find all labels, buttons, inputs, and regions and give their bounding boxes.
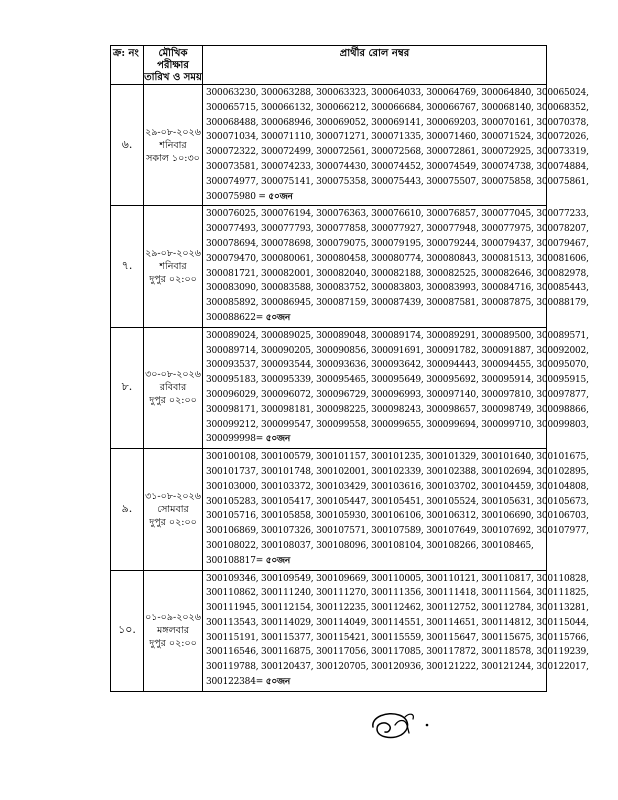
roll-line: 300110862, 300111240, 300111270, 300111356, 300111418, 300111564, 300111825, xyxy=(206,588,589,599)
roll-line: 300103000, 300103372, 300103429, 300103616, 300103702, 300104459, 300104808, xyxy=(206,481,589,492)
last-roll-number: 300088622= xyxy=(206,312,266,323)
roll-line: 300071034, 300071110, 300071271, 300071335, 300071460, 300071524, 300072026, xyxy=(206,132,589,143)
roll-line: 300081721, 300082001, 300082040, 300082188, 300082525, 300082646, 300082978, xyxy=(206,268,589,279)
roll-line: 300068488, 300068946, 300069052, 300069141, 300069203, 300070161, 300070378, xyxy=(206,117,589,128)
candidate-total: ৫০জন xyxy=(265,434,291,445)
row-day: শনিবার xyxy=(159,261,187,273)
last-roll-number: 300122384= xyxy=(206,677,266,688)
table-row xyxy=(111,570,547,691)
row-serial: ৭. xyxy=(111,206,144,327)
row-time: দুপুর ০২:০০ xyxy=(149,395,197,407)
roll-line: 300089024, 300089025, 300089048, 300089174, 300089291, 300089500, 300089571, xyxy=(206,330,589,341)
row-roll-numbers xyxy=(203,327,589,448)
signature-mark xyxy=(365,705,435,745)
row-serial: ৬. xyxy=(111,85,144,206)
roll-line: 300119788, 300120437, 300120705, 300120936, 300121222, 300121244, 300122017, xyxy=(206,662,589,673)
row-roll-numbers xyxy=(203,206,589,327)
row-day: রবিবার xyxy=(159,382,187,394)
row-serial: ৮. xyxy=(111,327,144,448)
roll-line: 300083090, 300083588, 300083752, 300083803, 300083993, 300084716, 300085443, xyxy=(206,283,589,294)
header-serial: ক্র: নং xyxy=(111,46,144,85)
roll-line: 300096029, 300096072, 300096729, 300096993, 300097140, 300097810, 300097877, xyxy=(206,389,589,400)
roll-line: 300106869, 300107326, 300107571, 300107589, 300107649, 300107692, 300107977, xyxy=(206,526,589,537)
row-day: সোমবার xyxy=(157,503,189,515)
row-date-time xyxy=(144,206,203,327)
table-row xyxy=(111,449,547,570)
candidate-total: ৫০জন xyxy=(265,312,291,323)
row-date-time xyxy=(144,449,203,570)
row-roll-numbers xyxy=(203,85,589,206)
roll-line: 300099212, 300099547, 300099558, 300099655, 300099694, 300099710, 300099803, xyxy=(206,419,589,430)
row-date: ২৯-০৮-২০২৬ xyxy=(145,248,201,260)
roll-line: 300105716, 300105858, 300105930, 300106106, 300106312, 300106690, 300106703, xyxy=(206,511,589,522)
roll-line: 300074977, 300075141, 300075358, 300075443, 300075507, 300075858, 300075861, xyxy=(206,176,589,187)
row-date: ২৯-০৮-২০২৬ xyxy=(145,126,201,138)
roll-line: 300085892, 300086945, 300087159, 300087439, 300087581, 300087875, 300088179, xyxy=(206,298,589,309)
roll-line: 300089714, 300090205, 300090856, 300091691, 300091782, 300091887, 300092002, xyxy=(206,345,589,356)
header-roll-numbers: প্রার্থীর রোল নম্বর xyxy=(203,46,547,85)
roll-line: 300063230, 300063288, 300063323, 300064033, 300064769, 300064840, 300065024, xyxy=(206,88,589,98)
row-serial: ১০. xyxy=(111,570,144,691)
row-roll-numbers xyxy=(203,449,589,570)
table-row xyxy=(111,85,547,206)
last-roll-number: 300108817= xyxy=(206,555,266,566)
roll-line: 300098171, 300098181, 300098225, 300098243, 300098657, 300098749, 300098866, xyxy=(206,404,589,415)
table-row xyxy=(111,206,547,327)
roll-line: 300065715, 300066132, 300066212, 300066684, 300066767, 300068140, 300068352, xyxy=(206,102,589,113)
roll-last-line xyxy=(206,432,544,447)
table-header-row xyxy=(111,46,547,85)
row-time: সকাল ১০:৩০ xyxy=(146,152,200,164)
candidate-total: ৫০জন xyxy=(265,677,291,688)
row-date: ৩১-০৮-২০২৬ xyxy=(145,490,201,502)
roll-schedule-table-wrap xyxy=(110,45,589,692)
roll-line: 300115191, 300115377, 300115421, 300115559, 300115647, 300115675, 300115766, xyxy=(206,632,589,643)
row-date-time xyxy=(144,570,203,691)
row-time: দুপুর ০২:০০ xyxy=(149,638,197,650)
roll-line: 300113543, 300114029, 300114049, 300114551, 300114651, 300114812, 300115044, xyxy=(206,617,589,628)
roll-last-line xyxy=(206,675,544,690)
roll-line: 300077493, 300077793, 300077858, 300077927, 300077948, 300077975, 300078207, xyxy=(206,224,589,235)
roll-line: 300116546, 300116875, 300117056, 300117085, 300117872, 300118578, 300119239, xyxy=(206,647,589,658)
roll-last-line xyxy=(206,554,544,569)
row-time: দুপুর ০২:০০ xyxy=(149,516,197,528)
roll-line: 300073581, 300074233, 300074430, 300074452, 300074549, 300074738, 300074884, xyxy=(206,161,589,172)
roll-line: 300111945, 300112154, 300112235, 300112462, 300112752, 300112784, 300113281, xyxy=(206,603,589,614)
row-date: ৩০-০৮-২০২৬ xyxy=(145,369,201,381)
row-day: মঙ্গলবার xyxy=(157,625,189,637)
header-date-time: মৌখিক পরীক্ষার তারিখ ও সময় xyxy=(144,46,203,85)
roll-schedule-table xyxy=(110,45,589,692)
roll-line: 300093537, 300093544, 300093636, 300093642, 300094443, 300094455, 300095070, xyxy=(206,360,589,371)
candidate-total: ৫০জন xyxy=(268,191,293,202)
roll-line: 300095183, 300095339, 300095465, 300095649, 300095692, 300095914, 300095915, xyxy=(206,375,589,386)
roll-line: 300101737, 300101748, 300102001, 300102339, 300102388, 300102694, 300102895, xyxy=(206,466,589,477)
table-row xyxy=(111,327,547,448)
roll-line: 300072322, 300072499, 300072561, 300072568, 300072861, 300072925, 300073319, xyxy=(206,147,589,158)
roll-line: 300108022, 300108037, 300108096, 300108104, 300108266, 300108465, xyxy=(206,540,534,551)
roll-line: 300100108, 300100579, 300101157, 300101235, 300101329, 300101640, 300101675, xyxy=(206,452,589,463)
row-time: দুপুর ০২:০০ xyxy=(149,274,197,286)
roll-line: 300076025, 300076194, 300076363, 300076610, 300076857, 300077045, 300077233, xyxy=(206,209,589,220)
last-roll-number: 300099998= xyxy=(206,434,266,445)
row-serial: ৯. xyxy=(111,449,144,570)
row-day: শনিবার xyxy=(159,139,187,151)
roll-last-line xyxy=(206,311,544,326)
candidate-total: ৫০জন xyxy=(265,555,291,566)
roll-line: 300078694, 300078698, 300079075, 300079195, 300079244, 300079437, 300079467, xyxy=(206,238,589,249)
roll-line: 300105283, 300105417, 300105447, 300105451, 300105524, 300105631, 300105673, xyxy=(206,496,589,507)
row-roll-numbers xyxy=(203,570,589,691)
roll-line: 300079470, 300080061, 300080458, 300080774, 300080843, 300081513, 300081606, xyxy=(206,253,589,264)
row-date: ০১-০৯-২০২৬ xyxy=(145,612,201,624)
last-roll-number: 300075980 = xyxy=(206,191,269,202)
roll-last-line xyxy=(206,190,544,205)
row-date-time xyxy=(144,85,203,206)
roll-line: 300109346, 300109549, 300109669, 300110005, 300110121, 300110817, 300110828, xyxy=(206,573,589,584)
row-date-time xyxy=(144,327,203,448)
